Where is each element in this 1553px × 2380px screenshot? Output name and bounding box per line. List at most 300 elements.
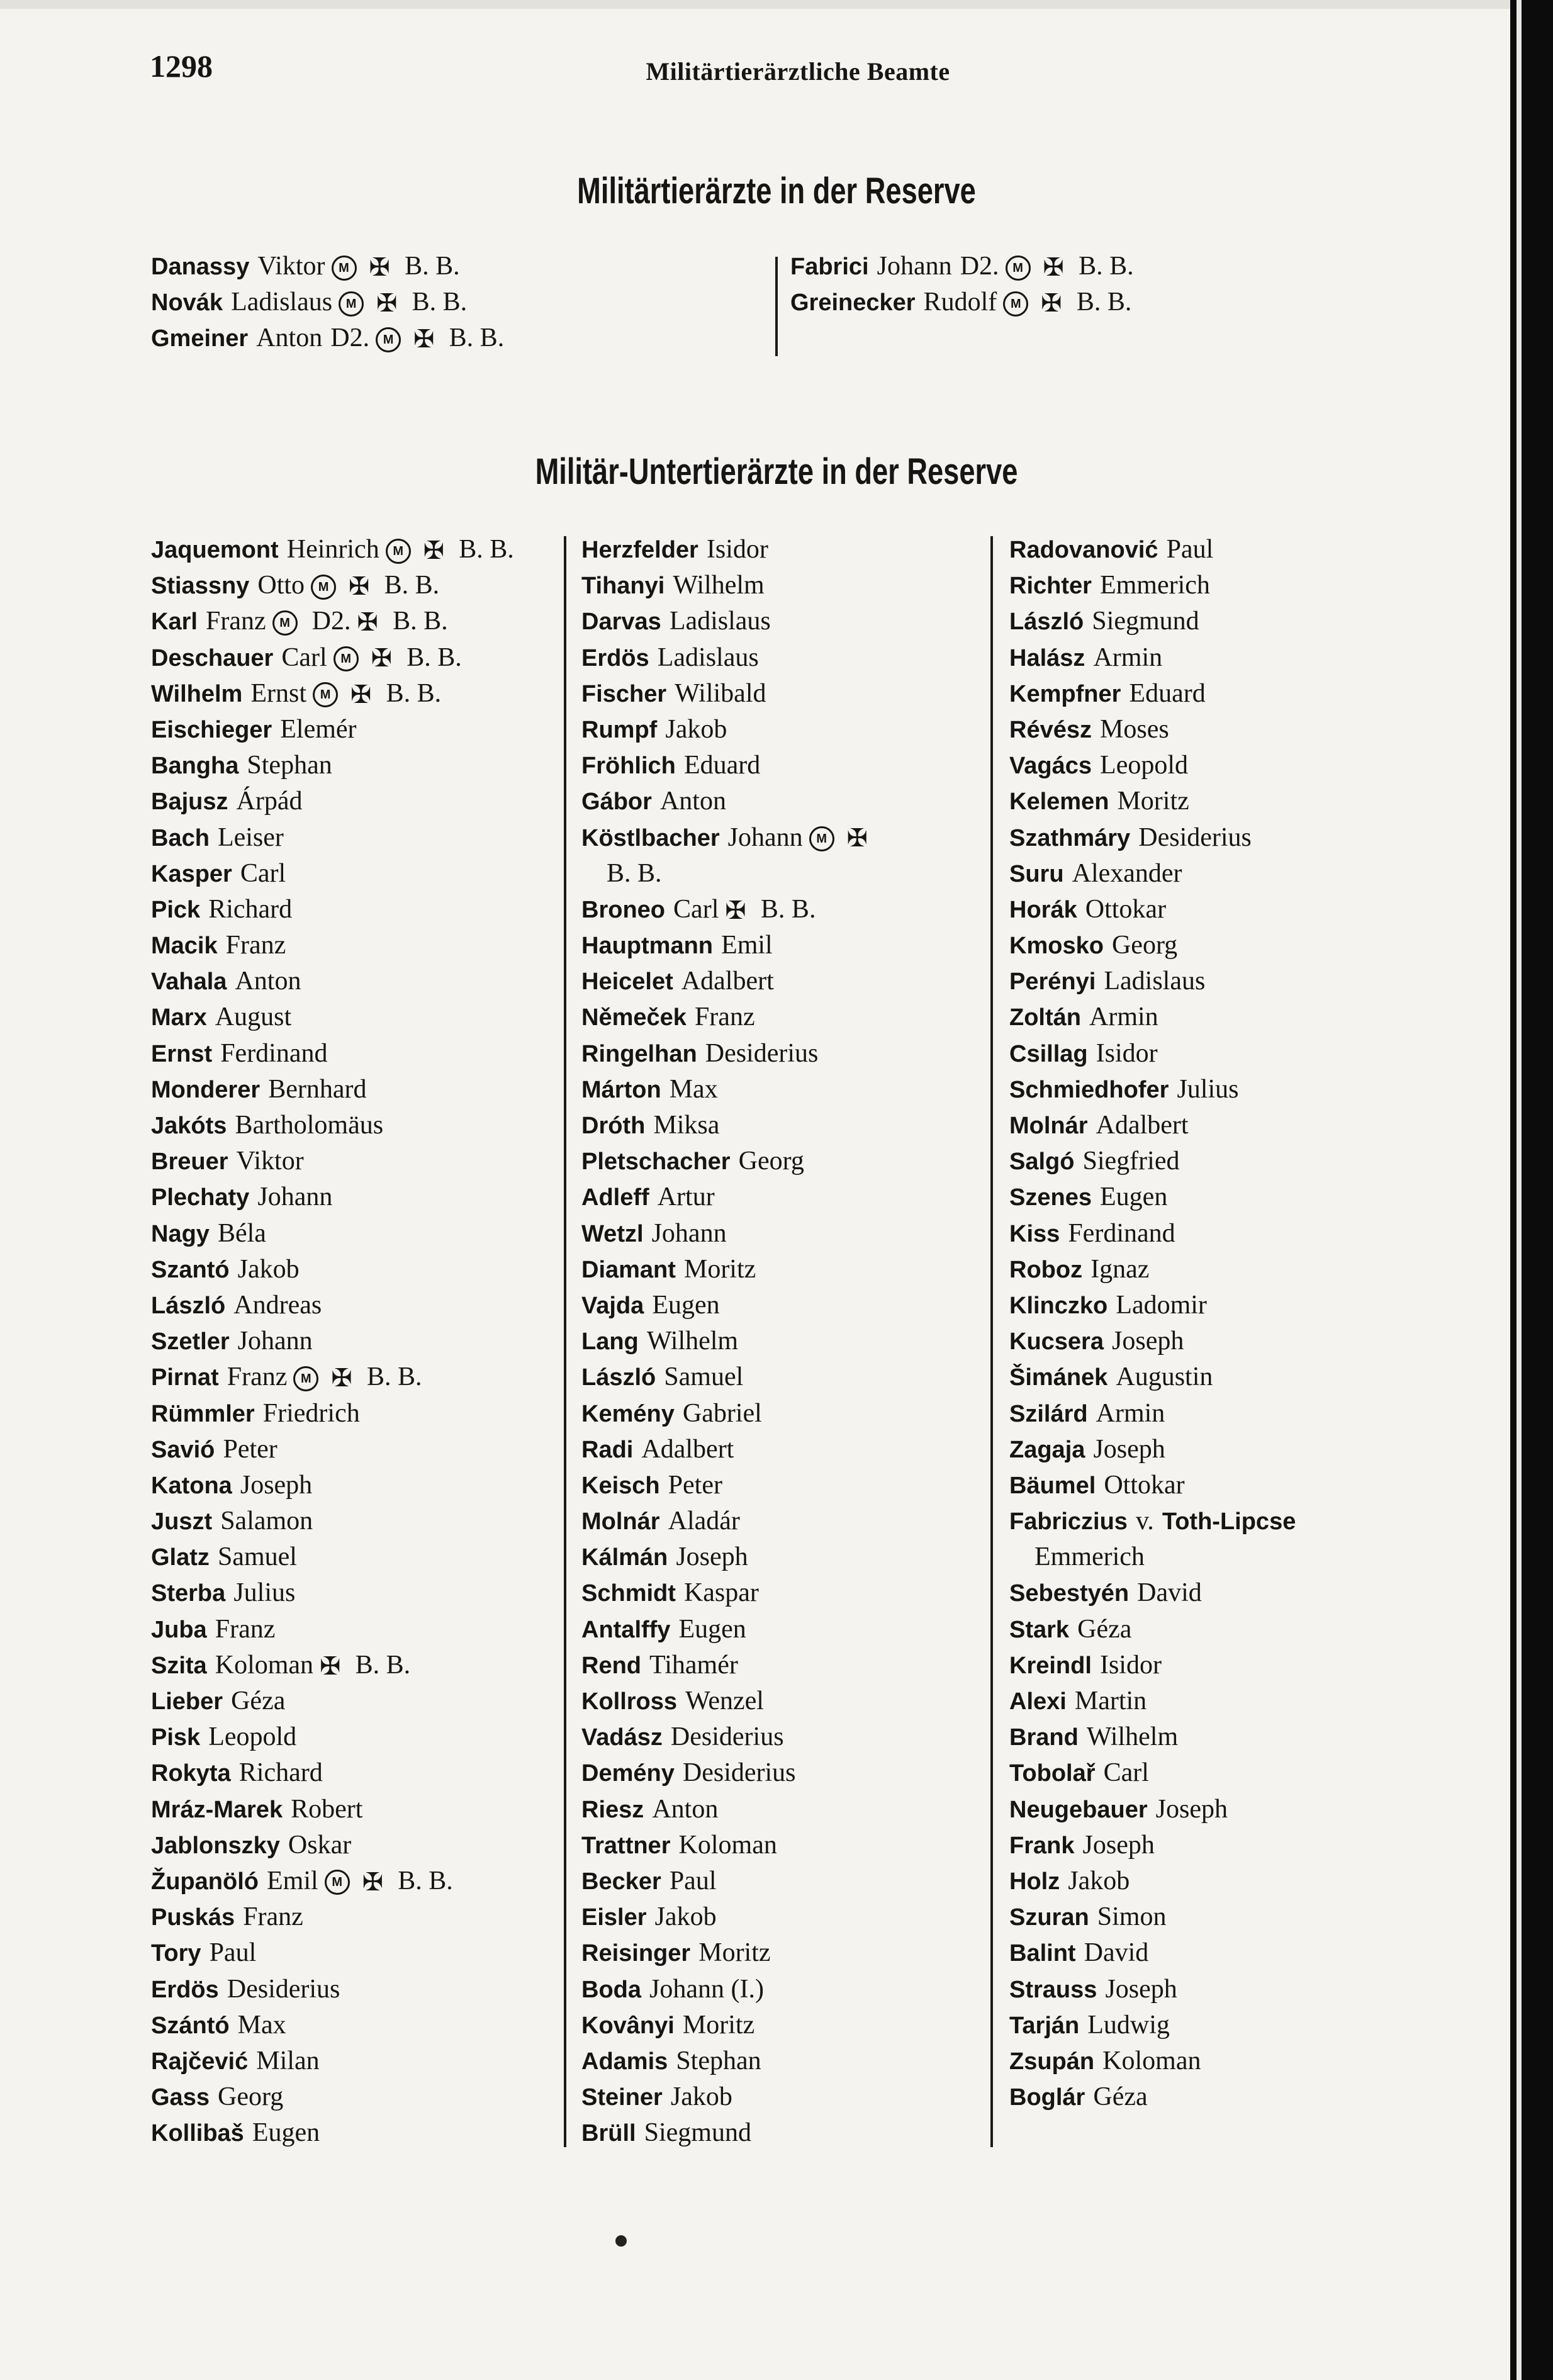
surname: Adamis: [581, 2048, 668, 2075]
cross-decoration-icon: ✠: [331, 1364, 352, 1393]
given-name: Stephan: [247, 751, 332, 780]
surname: Eischieger: [151, 716, 272, 743]
list-item: [581, 1539, 874, 1575]
list-item: [581, 747, 874, 783]
military-merit-medal-icon: M: [313, 682, 338, 707]
surname: Macik: [151, 933, 218, 960]
surname: Tihanyi: [581, 573, 665, 600]
given-name: Jakob: [1068, 1866, 1130, 1895]
list-item: [151, 1971, 514, 2007]
given-name: Augustin: [1116, 1362, 1213, 1392]
surname: Boglár: [1009, 2084, 1085, 2111]
given-name: Joseph: [1105, 1974, 1177, 2004]
surname: Fabrici: [790, 254, 869, 280]
given-name: Richard: [238, 1758, 323, 1788]
list-item: [1009, 1647, 1296, 1683]
list-item: [581, 1791, 874, 1827]
cross-decoration-icon: ✠: [725, 895, 746, 925]
surname: Brüll: [581, 2120, 636, 2147]
given-name: Moses: [1100, 714, 1169, 744]
given-name: Ladomir: [1116, 1290, 1207, 1320]
given-name: Samuel: [664, 1362, 744, 1392]
list-item: [151, 603, 514, 639]
list-item: [151, 1827, 514, 1863]
entry-note: B. B.: [405, 252, 460, 281]
section-heading-reserve-sub-vets: Militär-Untertierärzte in der Reserve: [535, 451, 1018, 492]
surname: László: [581, 1364, 656, 1391]
surname: Kelemen: [1009, 789, 1109, 816]
given-name: Joseph: [1155, 1794, 1228, 1824]
given-name: Friedrich: [262, 1398, 360, 1428]
list-item: [151, 891, 514, 927]
given-name: Franz: [215, 1614, 276, 1644]
surname: Monderer: [151, 1076, 261, 1103]
given-name: Emil: [267, 1866, 318, 1895]
military-merit-medal-icon: M: [809, 826, 834, 851]
given-name: Johann (I.): [649, 1974, 764, 2004]
surname: Zoltán: [1009, 1004, 1081, 1031]
surname: Szántó: [151, 2012, 230, 2039]
list-item: [151, 675, 514, 711]
list-item: [581, 819, 874, 855]
surname: Darvas: [581, 609, 661, 636]
surname: Dróth: [581, 1113, 646, 1139]
list-item: [1009, 891, 1296, 927]
surname: Reisinger: [581, 1940, 691, 1967]
given-name: Julius: [233, 1578, 296, 1608]
list-item: [1009, 1215, 1296, 1251]
military-merit-medal-icon: M: [293, 1366, 318, 1391]
surname: Zagaja: [1009, 1436, 1085, 1463]
surname: Steiner: [581, 2084, 663, 2111]
given-name: Julius: [1177, 1074, 1239, 1104]
list-item: [1009, 819, 1296, 855]
surname: Kollibaš: [151, 2120, 244, 2147]
list-item: [1009, 1719, 1296, 1754]
given-name: Anton: [659, 787, 726, 816]
surname: Wilhelm: [151, 680, 243, 707]
surname: Bajusz: [151, 789, 228, 816]
list-item: [151, 1647, 514, 1683]
surname: Sebestyén: [1009, 1580, 1130, 1607]
surname: Jakóts: [151, 1113, 227, 1139]
surname: Kemény: [581, 1400, 675, 1427]
list-item: [151, 1899, 514, 1934]
list-item: [581, 1179, 874, 1215]
given-name: Wilhelm: [646, 1327, 739, 1356]
given-name: Joseph: [1093, 1434, 1165, 1464]
surname: Hauptmann: [581, 933, 713, 960]
surname: Gmeiner: [151, 325, 249, 352]
given-name: Bartholomäus: [235, 1111, 384, 1140]
given-name: Aladár: [668, 1507, 740, 1536]
entry-note: B. B.: [1076, 288, 1132, 317]
surname: Horák: [1009, 896, 1077, 923]
list-item: [1009, 1287, 1296, 1323]
given-name: Árpád: [236, 787, 303, 816]
cross-decoration-icon: ✠: [1041, 289, 1062, 318]
list-item: [151, 1287, 514, 1323]
section2-column-1: [151, 531, 514, 2150]
entry-note: D2.: [330, 323, 370, 353]
surname: Sterba: [151, 1580, 226, 1607]
given-name: Joseph: [1082, 1830, 1155, 1860]
list-item: [151, 1395, 514, 1431]
list-item: [581, 1611, 874, 1647]
given-name: Georg: [738, 1147, 804, 1176]
given-name: Carl: [240, 858, 286, 888]
page-edge-right: [1510, 0, 1553, 2380]
list-item: [151, 1431, 514, 1467]
section2-column-2: [581, 531, 874, 2150]
list-item: [581, 2007, 874, 2043]
list-item: [151, 927, 514, 963]
given-name: Isidor: [1099, 1650, 1162, 1680]
list-item: [581, 1323, 874, 1359]
military-merit-medal-icon: M: [334, 646, 359, 671]
printer-dot-mark: [615, 2235, 627, 2247]
surname: Mráz-Marek: [151, 1796, 283, 1823]
list-item: [151, 1179, 514, 1215]
surname: Richter: [1009, 573, 1092, 600]
list-item: [1009, 2007, 1296, 2043]
given-name: Adalbert: [641, 1434, 734, 1464]
given-name: David: [1084, 1938, 1149, 1968]
given-name: Artur: [657, 1182, 715, 1212]
surname: Katona: [151, 1472, 232, 1499]
given-name: Armin: [1089, 1002, 1158, 1032]
list-item: [1009, 999, 1296, 1035]
given-name: Richard: [208, 894, 293, 924]
surname: Stark: [1009, 1616, 1070, 1643]
list-item: [790, 248, 1134, 284]
list-item: [581, 567, 874, 603]
surname: Vagács: [1009, 753, 1092, 780]
given-name: Jakob: [665, 714, 727, 744]
section-heading-reserve-vets: Militärtierärzte in der Reserve: [577, 171, 976, 211]
given-name: Robert: [291, 1794, 363, 1824]
cross-decoration-icon: ✠: [1043, 252, 1065, 282]
given-name: Jakob: [654, 1902, 717, 1932]
given-name: Paul: [209, 1938, 257, 1968]
list-item: [151, 747, 514, 783]
surname: Szathmáry: [1009, 824, 1131, 851]
given-name: Paul: [1166, 535, 1214, 564]
given-name: Heinrich: [286, 535, 379, 564]
section1-divider: [775, 257, 778, 356]
list-item: [1009, 1683, 1296, 1719]
entry-note: B. B.: [449, 323, 505, 353]
given-name: Isidor: [1096, 1038, 1158, 1068]
list-item: [151, 1143, 514, 1179]
list-item: [581, 2114, 874, 2150]
list-item: [151, 1934, 514, 1970]
list-item: [581, 1431, 874, 1467]
list-item: [151, 819, 514, 855]
given-name: Wilhelm: [673, 571, 765, 600]
surname: Szita: [151, 1652, 207, 1679]
list-item: [1009, 1791, 1296, 1827]
surname: Rumpf: [581, 716, 658, 743]
given-name: Salamon: [220, 1507, 313, 1536]
list-item: [581, 783, 874, 819]
surname: Antalffy: [581, 1616, 671, 1643]
surname: Roboz: [1009, 1256, 1083, 1283]
entry-note: B. B.: [386, 678, 442, 708]
surname: Kiss: [1009, 1220, 1060, 1247]
list-item: [1009, 2079, 1296, 2114]
given-name: Franz: [227, 1362, 288, 1392]
entry-note: B. B.: [459, 535, 514, 564]
section1-right-column: [790, 248, 1134, 320]
given-name: Leiser: [217, 822, 284, 852]
given-name: Samuel: [217, 1542, 297, 1572]
surname: Herzfelder: [581, 537, 698, 563]
list-item: [151, 284, 504, 320]
given-name: Otto: [257, 571, 305, 600]
given-name: Armin: [1096, 1398, 1165, 1428]
list-item: [1009, 639, 1296, 675]
given-name: Gabriel: [682, 1398, 762, 1428]
list-item: [151, 783, 514, 819]
given-name: Siegmund: [1092, 607, 1199, 636]
given-name: Emil: [721, 931, 773, 960]
list-item: [581, 855, 874, 891]
given-name: Johann: [257, 1182, 333, 1212]
list-item: [1009, 783, 1296, 819]
list-item: [581, 1827, 874, 1863]
surname: Vadász: [581, 1724, 663, 1751]
surname: Rend: [581, 1652, 641, 1679]
list-item: [581, 1359, 874, 1395]
surname: Pisk: [151, 1724, 201, 1751]
surname: Juszt: [151, 1508, 213, 1535]
list-item: [581, 639, 874, 675]
entry-note: B. B.: [393, 607, 448, 636]
given-name: Jakob: [237, 1254, 300, 1284]
given-name: August: [215, 1002, 292, 1032]
surname: Strauss: [1009, 1976, 1097, 2003]
given-name: Ferdinand: [1068, 1218, 1175, 1248]
list-item: [581, 927, 874, 963]
surname: Lieber: [151, 1688, 223, 1715]
surname: Tory: [151, 1940, 201, 1967]
surname: Szetler: [151, 1328, 230, 1356]
given-name: Moritz: [1117, 787, 1189, 816]
list-item: [1009, 1035, 1296, 1071]
entry-note: B. B.: [398, 1866, 453, 1895]
given-name: Géza: [1077, 1614, 1132, 1644]
list-item: [1009, 747, 1296, 783]
given-name: Tihamér: [649, 1650, 738, 1680]
given-name: Koloman: [1102, 2046, 1201, 2075]
cross-decoration-icon: ✠: [413, 325, 435, 354]
given-name: Jakob: [670, 2082, 732, 2112]
surname: Stiassny: [151, 573, 250, 600]
list-item: [151, 1539, 514, 1575]
cross-decoration-icon: ✠: [846, 824, 868, 853]
surname: Szantó: [151, 1256, 230, 1283]
given-name: Anton: [256, 323, 323, 353]
given-name: Oskar: [288, 1830, 352, 1860]
given-name: Ladislaus: [1104, 967, 1206, 996]
list-item: [790, 284, 1134, 320]
surname: Pirnat: [151, 1364, 219, 1391]
list-item: [151, 639, 514, 675]
cross-decoration-icon: ✠: [357, 608, 379, 637]
list-item: [151, 1791, 514, 1827]
military-merit-medal-icon: M: [339, 291, 364, 317]
surname: Demény: [581, 1760, 675, 1787]
given-name: Ottokar: [1104, 1470, 1185, 1500]
cross-decoration-icon: ✠: [350, 680, 372, 709]
military-merit-medal-icon: M: [1006, 255, 1031, 281]
list-item: [581, 1071, 874, 1107]
surname: Molnár: [581, 1508, 660, 1535]
surname: Deschauer: [151, 644, 274, 671]
list-item: [581, 1503, 874, 1539]
surname: Brand: [1009, 1724, 1079, 1751]
surname: Klinczko: [1009, 1292, 1108, 1319]
surname: Radi: [581, 1436, 634, 1463]
entry-note: B. B.: [366, 1362, 422, 1392]
list-item: [151, 1575, 514, 1610]
surname: Szuran: [1009, 1904, 1089, 1931]
surname: Erdös: [581, 644, 649, 671]
given-name: Moritz: [698, 1938, 771, 1968]
surname: Němeček: [581, 1004, 687, 1031]
given-name: Peter: [223, 1434, 278, 1464]
given-name: Alexander: [1072, 858, 1182, 888]
given-name: Emmerich: [1099, 571, 1210, 600]
list-item: [151, 1035, 514, 1071]
surname: Adleff: [581, 1184, 649, 1211]
given-name: Joseph: [1112, 1327, 1184, 1356]
given-name: Carl: [1103, 1758, 1149, 1788]
surname: Zsupán: [1009, 2048, 1095, 2075]
given-name: Moritz: [682, 2010, 755, 2040]
surname: Kempfner: [1009, 680, 1121, 707]
surname: Erdös: [151, 1976, 219, 2003]
given-name: Georg: [1111, 931, 1178, 960]
given-name: Ladislaus: [657, 643, 759, 672]
list-item: [1009, 1539, 1296, 1575]
entry-note: B. B.: [760, 894, 816, 924]
given-name: Wilibald: [675, 678, 766, 708]
column-divider-2: [990, 536, 993, 2147]
given-name: Eugen: [678, 1614, 746, 1644]
surname: Suru: [1009, 860, 1064, 887]
surname: Broneo: [581, 896, 665, 923]
given-name: Franz: [205, 607, 266, 636]
given-name: Armin: [1093, 643, 1163, 672]
surname: Balint: [1009, 1940, 1076, 1967]
entry-note: B. B.: [406, 643, 462, 672]
given-name: Viktor: [236, 1147, 304, 1176]
surname: Schmidt: [581, 1580, 676, 1607]
list-item: [1009, 1251, 1296, 1287]
given-name: Carl: [281, 643, 327, 672]
given-name: Eugen: [1100, 1182, 1168, 1212]
surname: Pletschacher: [581, 1148, 731, 1176]
list-item: [1009, 1431, 1296, 1467]
military-merit-medal-icon: M: [376, 327, 401, 352]
list-item: [581, 1251, 874, 1287]
surname: Marx: [151, 1004, 207, 1031]
list-item: [151, 2007, 514, 2043]
military-merit-medal-icon: M: [1003, 291, 1028, 317]
list-item: [1009, 1107, 1296, 1143]
cross-decoration-icon: ✠: [376, 289, 398, 318]
list-item: [581, 891, 874, 927]
given-name: Martin: [1074, 1687, 1147, 1715]
military-merit-medal-icon: M: [332, 255, 357, 281]
surname: Köstlbacher: [581, 824, 720, 851]
surname: Boda: [581, 1976, 641, 2003]
list-item: [1009, 1863, 1296, 1899]
given-name: Géza: [1093, 2082, 1148, 2112]
list-item: [151, 248, 504, 284]
section1-left-column: [151, 248, 504, 356]
surname: Schmiedhofer: [1009, 1076, 1169, 1103]
surname: Csillag: [1009, 1040, 1088, 1067]
list-item: [151, 1467, 514, 1503]
surname: Alexi: [1009, 1688, 1067, 1715]
list-item: [151, 2043, 514, 2079]
given-name: Kaspar: [683, 1578, 759, 1608]
given-name: Elemér: [280, 714, 357, 744]
given-name: Ignaz: [1090, 1254, 1150, 1284]
given-name: Wenzel: [685, 1687, 764, 1715]
surname: Tobolař: [1009, 1760, 1096, 1787]
list-item: [151, 1323, 514, 1359]
given-name: Desiderius: [227, 1974, 340, 2004]
surname: Plechaty: [151, 1184, 250, 1211]
given-name: Georg: [218, 2082, 284, 2112]
given-name: Milan: [256, 2046, 320, 2075]
list-item: [1009, 1143, 1296, 1179]
given-name: Viktor: [257, 252, 325, 281]
list-item: [1009, 1827, 1296, 1863]
given-name: Koloman: [215, 1650, 314, 1680]
list-item: [1009, 1575, 1296, 1610]
list-item: [581, 1143, 874, 1179]
list-item: [581, 603, 874, 639]
given-name: Franz: [694, 1002, 755, 1032]
surname: Rokyta: [151, 1760, 231, 1787]
given-name: Béla: [217, 1218, 266, 1248]
list-item: [151, 1251, 514, 1287]
surname: Kollross: [581, 1688, 678, 1715]
column-divider-1: [564, 536, 566, 2147]
list-item: [581, 1035, 874, 1071]
surname: Ringelhan: [581, 1040, 697, 1067]
surname: Trattner: [581, 1832, 671, 1859]
cross-decoration-icon: ✠: [423, 536, 445, 565]
given-name: Eduard: [683, 751, 761, 780]
given-name: Max: [669, 1074, 718, 1104]
given-name: Adalbert: [1096, 1111, 1189, 1140]
list-item: [581, 1467, 874, 1503]
surname: Jaquemont: [151, 537, 279, 563]
running-title: Militärtierärztliche Beamte: [646, 57, 950, 86]
surname: Rajčević: [151, 2048, 249, 2075]
surname: Tarján: [1009, 2012, 1080, 2039]
surname: Radovanović: [1009, 537, 1158, 563]
surname: Županöló: [151, 1868, 259, 1895]
list-item: [581, 1575, 874, 1610]
given-name: Géza: [231, 1687, 286, 1715]
